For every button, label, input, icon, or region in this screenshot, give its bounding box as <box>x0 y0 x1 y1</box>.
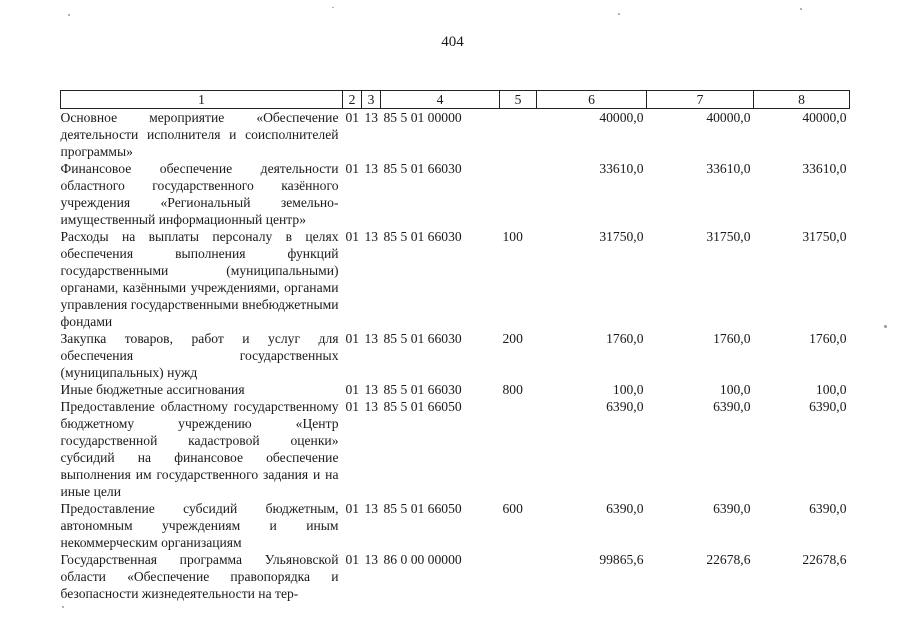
row-expense-type <box>500 160 537 228</box>
row-value-7: 40000,0 <box>706 110 751 125</box>
row-value-7: 1760,0 <box>713 331 751 346</box>
table-row <box>61 381 850 398</box>
table-row <box>61 109 850 161</box>
header-col-8: 8 <box>754 91 850 109</box>
row-section: 01 <box>345 229 360 244</box>
header-col-5: 5 <box>500 91 537 109</box>
scan-speck <box>800 8 802 10</box>
row-expense-type: 200 <box>502 331 523 346</box>
row-name: Предоставление субсидий бюджетным, автономным учреждениям и иным некоммерческим организациям <box>60 501 339 550</box>
row-target-code: 85 5 01 00000 <box>383 110 462 125</box>
row-name: Предоставление областному государственному бюджетному учреждению «Центр государственной кадастровой оценки» субсидий на финансовое обеспечение выполнения им государственного задания и на иные цели <box>60 399 339 499</box>
header-col-2: 2 <box>343 91 362 109</box>
table-row <box>61 500 850 551</box>
page-number: 404 <box>441 34 464 50</box>
row-value-6: 100,0 <box>612 382 644 397</box>
row-value-8: 6390,0 <box>809 501 847 516</box>
row-section: 01 <box>345 501 360 516</box>
row-value-7: 31750,0 <box>706 229 751 244</box>
header-col-1: 1 <box>61 91 343 109</box>
table-row <box>61 160 850 228</box>
row-subsection: 13 <box>364 552 379 567</box>
row-value-8: 22678,6 <box>802 552 847 567</box>
row-value-8: 1760,0 <box>809 331 847 346</box>
row-name: Расходы на выплаты персоналу в целях обеспечения выполнения функций государственными (муниципальными) органами, казёнными учреждениями, органами управления государственными внебюджетными фондами <box>60 229 339 329</box>
row-name: Закупка товаров, работ и услуг для обеспечения государственных (муниципальных) нужд <box>60 331 339 380</box>
header-col-6: 6 <box>537 91 647 109</box>
row-value-6: 33610,0 <box>599 161 644 176</box>
row-expense-type <box>500 109 537 161</box>
header-col-4: 4 <box>381 91 500 109</box>
row-section: 01 <box>345 552 360 567</box>
row-expense-type: 100 <box>502 229 523 244</box>
table-row <box>61 551 850 602</box>
row-value-6: 6390,0 <box>606 399 644 414</box>
header-col-7: 7 <box>647 91 754 109</box>
table-row <box>61 398 850 500</box>
row-target-code: 85 5 01 66030 <box>383 161 462 176</box>
row-name: Иные бюджетные ассигнования <box>60 382 245 397</box>
row-value-7: 6390,0 <box>713 399 751 414</box>
row-target-code: 85 5 01 66030 <box>383 331 462 346</box>
table-row <box>61 330 850 381</box>
row-target-code: 85 5 01 66050 <box>383 501 462 516</box>
row-value-8: 31750,0 <box>802 229 847 244</box>
row-expense-type: 600 <box>502 501 523 516</box>
table-header <box>61 91 850 109</box>
row-value-8: 33610,0 <box>802 161 847 176</box>
row-name: Государственная программа Ульяновской области «Обеспечение правопорядка и безопасности жизнедеятельности на тер- <box>60 552 339 601</box>
row-value-6: 6390,0 <box>606 501 644 516</box>
table-body <box>61 109 850 603</box>
row-section: 01 <box>345 382 360 397</box>
row-section: 01 <box>345 110 360 125</box>
scan-speck <box>618 13 620 15</box>
budget-table <box>60 90 850 602</box>
scan-speck <box>68 14 70 16</box>
row-value-7: 33610,0 <box>706 161 751 176</box>
row-subsection: 13 <box>364 399 379 414</box>
row-expense-type <box>500 398 537 500</box>
row-target-code: 85 5 01 66050 <box>383 399 462 414</box>
row-subsection: 13 <box>364 382 379 397</box>
header-row <box>61 91 850 109</box>
row-section: 01 <box>345 161 360 176</box>
scan-speck <box>332 7 334 8</box>
row-subsection: 13 <box>364 229 379 244</box>
row-expense-type <box>500 551 537 602</box>
row-section: 01 <box>345 399 360 414</box>
row-subsection: 13 <box>364 161 379 176</box>
row-value-8: 6390,0 <box>809 399 847 414</box>
row-value-6: 1760,0 <box>606 331 644 346</box>
row-section: 01 <box>345 331 360 346</box>
row-value-8: 100,0 <box>815 382 847 397</box>
row-expense-type: 800 <box>502 382 523 397</box>
scan-speck <box>884 325 887 328</box>
table-row <box>61 228 850 330</box>
row-value-7: 22678,6 <box>706 552 751 567</box>
row-value-6: 40000,0 <box>599 110 644 125</box>
header-col-3: 3 <box>362 91 381 109</box>
row-subsection: 13 <box>364 110 379 125</box>
row-name: Основное мероприятие «Обеспечение деятельности исполнителя и соисполнителей программы» <box>60 110 339 159</box>
row-target-code: 85 5 01 66030 <box>383 382 462 397</box>
row-target-code: 85 5 01 66030 <box>383 229 462 244</box>
row-name: Финансовое обеспечение деятельности областного государственного казённого учреждения «Региональный земельно-имущественный информационный центр» <box>60 161 339 227</box>
row-value-8: 40000,0 <box>802 110 847 125</box>
row-subsection: 13 <box>364 331 379 346</box>
row-value-6: 31750,0 <box>599 229 644 244</box>
row-value-6: 99865,6 <box>599 552 644 567</box>
row-value-7: 100,0 <box>719 382 751 397</box>
scan-speck <box>62 606 64 608</box>
row-subsection: 13 <box>364 501 379 516</box>
row-value-7: 6390,0 <box>713 501 751 516</box>
row-target-code: 86 0 00 00000 <box>383 552 462 567</box>
